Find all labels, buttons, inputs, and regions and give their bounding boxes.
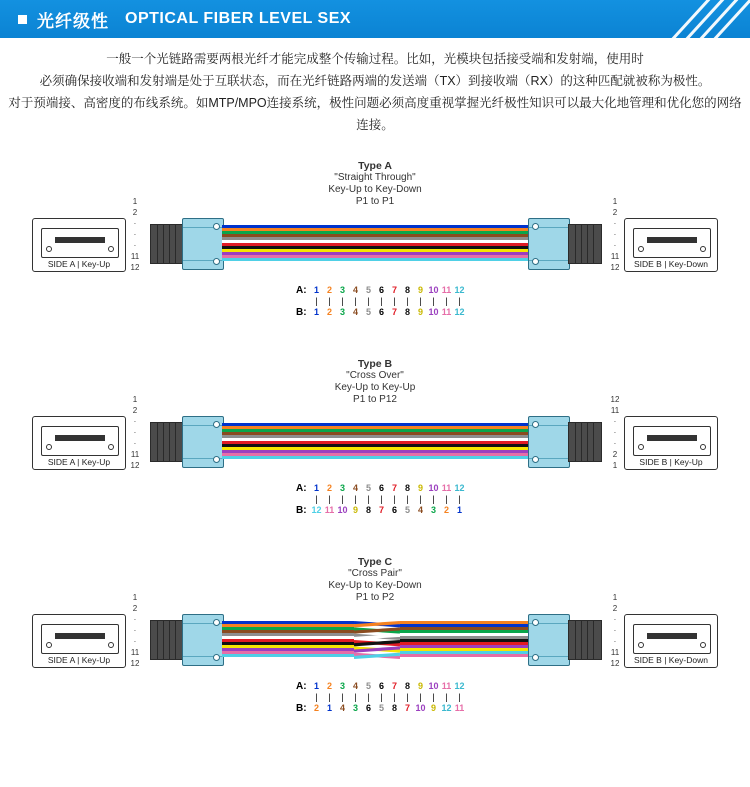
- n: 11: [441, 285, 452, 295]
- connector-pin-right-icon: [700, 246, 706, 252]
- num: 2: [132, 406, 138, 415]
- connector-pin-right-icon: [700, 642, 706, 648]
- n: 9: [430, 703, 436, 713]
- left-mpo-connector: [182, 218, 224, 270]
- type-b-right-box-label: SIDE B | Key-Up: [639, 457, 703, 467]
- n: 2: [443, 505, 449, 515]
- num: 1: [132, 593, 138, 602]
- n: 11: [441, 307, 452, 317]
- n: 7: [391, 307, 397, 317]
- connector-pin-left-icon: [638, 246, 644, 252]
- diagram-block-type-a: [0, 156, 750, 346]
- connector-pin-right-icon: [700, 444, 706, 450]
- type-c-cable-assembly: [150, 610, 600, 672]
- mpo-alignment-pin-icon: [213, 223, 220, 230]
- n: 4: [352, 307, 358, 317]
- header-title-cn: 光纤级性: [37, 11, 109, 31]
- type-b-left-box-label: SIDE A | Key-Up: [47, 457, 111, 467]
- mpo-alignment-pin-icon: [213, 456, 220, 463]
- n: 11: [441, 483, 452, 493]
- fiber-pair-crossover-region: [354, 621, 400, 659]
- num: ·: [133, 219, 137, 228]
- n: 10: [428, 681, 439, 691]
- type-a-mapping-table: [296, 284, 466, 318]
- diagram-block-type-b: [0, 354, 750, 544]
- n: 7: [404, 703, 410, 713]
- num: 12: [610, 263, 620, 272]
- n: 8: [365, 505, 371, 515]
- n: 2: [326, 483, 332, 493]
- fiber-ribbon-crossover: [222, 423, 528, 459]
- type-c-title-line-2: "Cross Pair": [348, 568, 402, 579]
- n: 12: [454, 307, 465, 317]
- connector-pin-right-icon: [108, 642, 114, 648]
- header-stripes-decoration: [630, 0, 750, 38]
- n: 6: [378, 285, 384, 295]
- num: 1: [612, 593, 618, 602]
- type-b-title-line-3: Key-Up to Key-Up: [334, 382, 416, 393]
- n: 8: [404, 307, 410, 317]
- n: 4: [339, 703, 345, 713]
- num: 11: [610, 252, 620, 261]
- n: 6: [378, 307, 384, 317]
- mapping-row-b: [296, 504, 466, 516]
- type-b-title-line-1: Type B: [357, 358, 393, 370]
- num: ·: [133, 637, 137, 646]
- header-title-en: OPTICAL FIBER LEVEL SEX: [125, 10, 352, 27]
- connector-inner-frame: [633, 624, 711, 654]
- num: 2: [612, 604, 618, 613]
- num: ·: [133, 626, 137, 635]
- n: 6: [365, 703, 371, 713]
- mapping-connector-ticks: | | | | | | | | | | | |: [315, 692, 461, 702]
- n: 5: [378, 703, 384, 713]
- type-c-title-line-3: Key-Up to Key-Down: [328, 580, 422, 591]
- mapping-row-a-values: [310, 483, 466, 493]
- mapping-row-b: [296, 702, 466, 714]
- mapping-row-a: [296, 482, 466, 494]
- type-a-left-box-label: SIDE A | Key-Up: [47, 259, 111, 269]
- n: 3: [430, 505, 436, 515]
- fiber-ribbon-left: [222, 225, 528, 261]
- num: ·: [613, 626, 617, 635]
- n: 5: [365, 307, 371, 317]
- num: ·: [613, 637, 617, 646]
- num: 2: [612, 450, 618, 459]
- type-b-title-line-2: "Cross Over": [346, 370, 404, 381]
- n: 1: [313, 285, 319, 295]
- n: 5: [365, 285, 371, 295]
- n: 3: [339, 307, 345, 317]
- right-boot: [568, 224, 602, 264]
- intro-paragraph: [0, 38, 750, 136]
- connector-inner-frame: [633, 426, 711, 456]
- n: 5: [404, 505, 410, 515]
- num: 1: [132, 197, 138, 206]
- n: 1: [313, 483, 319, 493]
- type-b-cable-assembly: [150, 412, 600, 474]
- type-b-left-connector-box: [32, 416, 126, 470]
- mapping-row-a-values: [310, 285, 466, 295]
- n: 11: [324, 505, 335, 515]
- type-b-title-line-4: P1 to P12: [353, 394, 397, 405]
- connector-inner-frame: [41, 426, 119, 456]
- num: 11: [130, 648, 140, 657]
- mapping-row-b-label: B:: [296, 702, 307, 714]
- type-a-title-line-2: "Straight Through": [334, 172, 416, 183]
- connector-slot: [647, 435, 697, 441]
- n: 4: [417, 505, 423, 515]
- left-boot: [150, 422, 184, 462]
- type-b-right-connector-box: [624, 416, 718, 470]
- n: 1: [313, 307, 319, 317]
- type-b-mapping-table: [296, 482, 466, 516]
- num: 1: [132, 395, 138, 404]
- n: 6: [391, 505, 397, 515]
- n: 8: [391, 703, 397, 713]
- type-a-left-number-column: [128, 196, 142, 273]
- num: ·: [133, 241, 137, 250]
- num: 11: [130, 252, 140, 261]
- type-a-left-connector-box: [32, 218, 126, 272]
- type-a-cable-assembly: [150, 214, 600, 276]
- page-header: [0, 0, 750, 38]
- n: 10: [337, 505, 348, 515]
- mapping-row-b-values: [310, 703, 466, 713]
- n: 6: [378, 483, 384, 493]
- left-boot: [150, 224, 184, 264]
- mapping-row-a: [296, 284, 466, 296]
- connector-inner-frame: [41, 228, 119, 258]
- num: ·: [613, 417, 617, 426]
- num: 2: [132, 208, 138, 217]
- type-b-right-number-column: [608, 394, 622, 471]
- intro-line-3: 对于预端接、高密度的布线系统。如MTP/MPO连接系统，极性问题必须高度重视掌握光纤极性知识可以最大化地管理和优化您的网络连接。: [8, 96, 742, 132]
- n: 9: [417, 307, 423, 317]
- connector-pin-left-icon: [46, 642, 52, 648]
- connector-pin-left-icon: [46, 246, 52, 252]
- right-mpo-connector: [528, 218, 570, 270]
- num: 2: [132, 604, 138, 613]
- mpo-alignment-pin-icon: [532, 421, 539, 428]
- n: 5: [365, 483, 371, 493]
- n: 9: [417, 285, 423, 295]
- num: 12: [130, 461, 140, 470]
- mpo-alignment-pin-icon: [532, 456, 539, 463]
- type-a-title-line-4: P1 to P1: [355, 196, 395, 207]
- n: 7: [391, 681, 397, 691]
- n: 1: [456, 505, 462, 515]
- left-mpo-connector: [182, 416, 224, 468]
- mpo-alignment-pin-icon: [213, 258, 220, 265]
- n: 2: [326, 307, 332, 317]
- type-c-title-line-1: Type C: [357, 556, 393, 568]
- n: 10: [428, 483, 439, 493]
- connector-pin-right-icon: [108, 246, 114, 252]
- mapping-row-b-label: B:: [296, 504, 307, 516]
- type-c-title-line-4: P1 to P2: [355, 592, 395, 603]
- connector-slot: [55, 633, 105, 639]
- mpo-alignment-pin-icon: [213, 421, 220, 428]
- type-a-right-number-column: [608, 196, 622, 273]
- num: ·: [133, 417, 137, 426]
- num: 12: [130, 659, 140, 668]
- type-a-title-line-3: Key-Up to Key-Down: [328, 184, 422, 195]
- type-c-title: [0, 552, 750, 604]
- mapping-row-a-label: A:: [296, 680, 307, 692]
- n: 8: [404, 681, 410, 691]
- n: 10: [428, 307, 439, 317]
- num: 11: [610, 648, 620, 657]
- type-c-left-connector-box: [32, 614, 126, 668]
- right-mpo-connector: [528, 416, 570, 468]
- num: 11: [130, 450, 140, 459]
- connector-pin-right-icon: [108, 444, 114, 450]
- type-b-left-number-column: [128, 394, 142, 471]
- num: 12: [130, 263, 140, 272]
- connector-pin-left-icon: [46, 444, 52, 450]
- mapping-row-b: [296, 306, 466, 318]
- right-mpo-connector: [528, 614, 570, 666]
- type-c-mapping-table: [296, 680, 466, 714]
- num: 1: [612, 197, 618, 206]
- fiber-ribbon-left-half: [222, 621, 354, 657]
- n: 12: [454, 681, 465, 691]
- num: ·: [613, 230, 617, 239]
- connector-pin-left-icon: [638, 642, 644, 648]
- type-c-left-number-column: [128, 592, 142, 669]
- type-a-right-box-label: SIDE B | Key-Down: [633, 259, 708, 269]
- connector-slot: [647, 237, 697, 243]
- num: ·: [613, 428, 617, 437]
- n: 6: [378, 681, 384, 691]
- n: 9: [352, 505, 358, 515]
- n: 5: [365, 681, 371, 691]
- n: 12: [441, 703, 452, 713]
- num: ·: [613, 219, 617, 228]
- right-boot: [568, 422, 602, 462]
- mapping-connector-ticks: | | | | | | | | | | | |: [315, 296, 461, 306]
- n: 4: [352, 681, 358, 691]
- mapping-row-a: [296, 680, 466, 692]
- mapping-row-a-values: [310, 681, 466, 691]
- n: 12: [454, 483, 465, 493]
- n: 4: [352, 285, 358, 295]
- intro-line-2: 必须确保接收端和发射端是处于互联状态，而在光纤链路两端的发送端（TX）到接收端（RX）的这种匹配就被称为极性。: [39, 74, 711, 88]
- num: 11: [610, 406, 620, 415]
- left-boot: [150, 620, 184, 660]
- connector-slot: [55, 237, 105, 243]
- fiber-ribbon-right-half: [400, 621, 528, 657]
- num: ·: [613, 439, 617, 448]
- mpo-alignment-pin-icon: [213, 654, 220, 661]
- connector-slot: [55, 435, 105, 441]
- n: 10: [415, 703, 426, 713]
- mpo-alignment-pin-icon: [532, 258, 539, 265]
- connector-inner-frame: [633, 228, 711, 258]
- right-boot: [568, 620, 602, 660]
- n: 8: [404, 285, 410, 295]
- type-b-title: [0, 354, 750, 406]
- type-c-right-box-label: SIDE B | Key-Down: [633, 655, 708, 665]
- connector-pin-left-icon: [638, 444, 644, 450]
- type-c-right-number-column: [608, 592, 622, 669]
- num: ·: [133, 615, 137, 624]
- num: 2: [612, 208, 618, 217]
- n: 1: [313, 681, 319, 691]
- n: 9: [417, 681, 423, 691]
- mpo-alignment-pin-icon: [532, 223, 539, 230]
- n: 1: [326, 703, 332, 713]
- mapping-connector-ticks: | | | | | | | | | | | |: [315, 494, 461, 504]
- n: 4: [352, 483, 358, 493]
- num: ·: [613, 615, 617, 624]
- left-mpo-connector: [182, 614, 224, 666]
- mapping-row-a-label: A:: [296, 482, 307, 494]
- n: 11: [454, 703, 465, 713]
- type-c-right-connector-box: [624, 614, 718, 668]
- type-a-title-line-1: Type A: [358, 160, 392, 172]
- type-c-left-box-label: SIDE A | Key-Up: [47, 655, 111, 665]
- num: ·: [133, 428, 137, 437]
- n: 7: [391, 483, 397, 493]
- type-a-right-connector-box: [624, 218, 718, 272]
- n: 3: [352, 703, 358, 713]
- mpo-alignment-pin-icon: [532, 654, 539, 661]
- n: 2: [326, 681, 332, 691]
- n: 8: [404, 483, 410, 493]
- n: 3: [339, 285, 345, 295]
- n: 11: [441, 681, 452, 691]
- n: 2: [326, 285, 332, 295]
- connector-slot: [647, 633, 697, 639]
- connector-inner-frame: [41, 624, 119, 654]
- num: 12: [610, 395, 620, 404]
- num: ·: [613, 241, 617, 250]
- num: 1: [612, 461, 618, 470]
- n: 12: [311, 505, 322, 515]
- n: 3: [339, 681, 345, 691]
- intro-line-1: 一般一个光链路需要两根光纤才能完成整个传输过程。比如，光模块包括接受端和发射端，使用时: [106, 52, 644, 66]
- n: 9: [417, 483, 423, 493]
- header-bullet-icon: [18, 15, 27, 24]
- n: 10: [428, 285, 439, 295]
- n: 2: [313, 703, 319, 713]
- type-a-title: [0, 156, 750, 208]
- mpo-alignment-pin-icon: [213, 619, 220, 626]
- mapping-row-a-label: A:: [296, 284, 307, 296]
- mapping-row-b-values: [310, 505, 466, 515]
- num: ·: [133, 439, 137, 448]
- n: 7: [391, 285, 397, 295]
- mapping-row-b-values: [310, 307, 466, 317]
- num: ·: [133, 230, 137, 239]
- diagram-block-type-c: [0, 552, 750, 742]
- n: 7: [378, 505, 384, 515]
- num: 12: [610, 659, 620, 668]
- n: 3: [339, 483, 345, 493]
- mapping-row-b-label: B:: [296, 306, 307, 318]
- n: 12: [454, 285, 465, 295]
- mpo-alignment-pin-icon: [532, 619, 539, 626]
